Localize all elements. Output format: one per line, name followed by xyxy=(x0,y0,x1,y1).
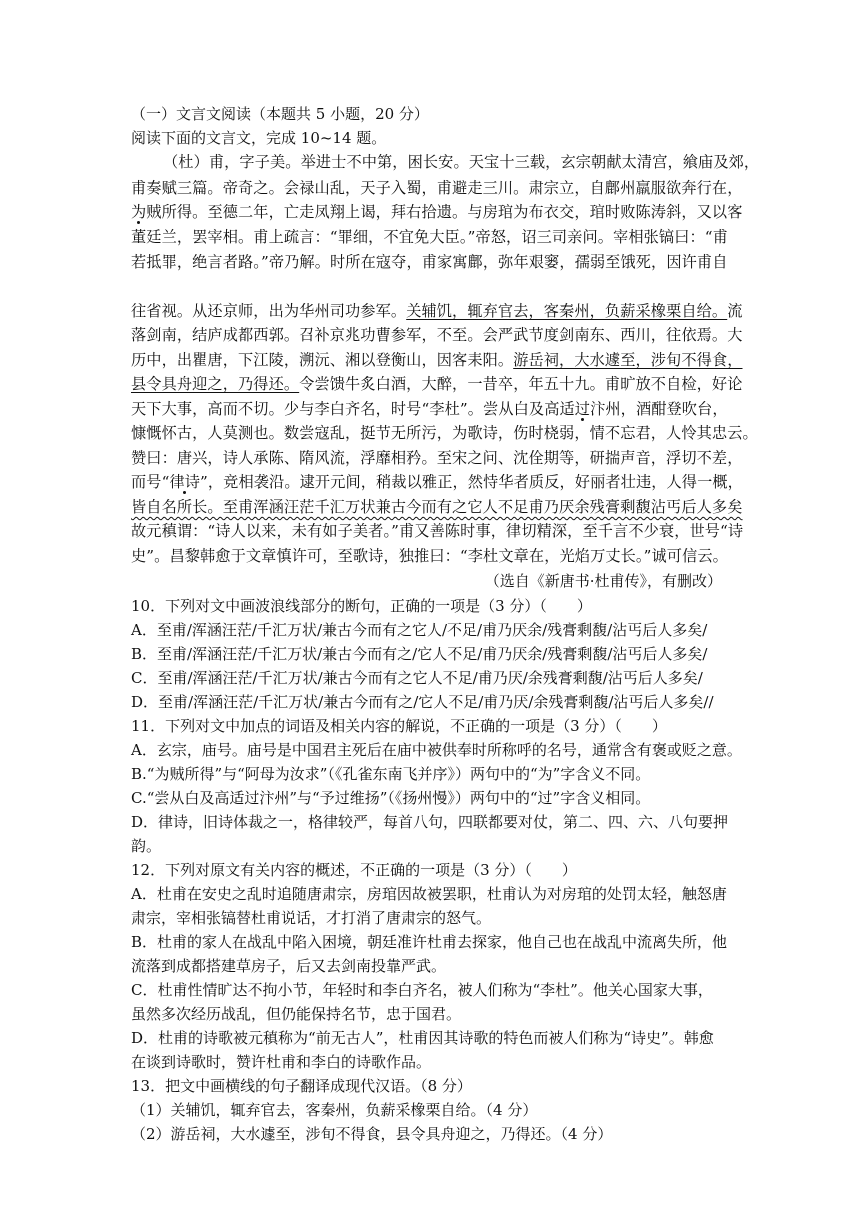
option-d-cont: 在谈到诗歌时，赞许杜甫和李白的诗歌作品。 xyxy=(131,1053,432,1071)
option-a: A．玄宗，庙号。庙号是中国君主死后在庙中被供奉时所称呼的名号，通常含有褒或贬之意。 xyxy=(131,741,742,759)
passage-line: 落剑南，结庐成都西郭。召补京兆功曹参军，不至。会严武节度剑南东、西川，往依焉。大 xyxy=(131,326,743,344)
passage-text: 历中，出瞿唐，下江陵，溯沅、湘以登衡山，因客耒阳。 xyxy=(131,351,514,369)
underlined-sentence-2-cont: 县令具舟迎之，乃得还。 xyxy=(131,375,300,393)
passage-line xyxy=(131,398,728,420)
option-c-cont: 虽然多次经历战乱，但仍能保持名节，忠于国君。 xyxy=(131,1005,462,1023)
option-d: D．至甫/浑涵汪茫/千汇万状/兼古今而有之/它人不足/甫乃厌/余残膏剩馥/沾丐后人多矣// xyxy=(131,693,714,711)
dotted-word-wei: 为 xyxy=(131,203,147,221)
option-b: B.“为贼所得”与“阿母为汝求”（《孔雀东南飞并序》）两句中的“为”字含义不同。 xyxy=(131,765,651,783)
passage-text: ”，竞相袭沿。逮开元间，稍裁以雅正，然恃华者质反，好丽者壮违，人得一概， xyxy=(200,473,743,491)
passage-line: 史”。昌黎韩愈于文章慎许可，至歌诗，独推曰：“李杜文章在，光焰万丈长。”诚可信云。 xyxy=(131,547,728,565)
option-d-cont: 韵。 xyxy=(131,837,162,855)
translate-sentence-1: （1）关辅饥，辄弃官去，客秦州，负薪采橡栗自给。（4 分） xyxy=(131,1101,538,1119)
dotted-word-guo: 过 xyxy=(574,400,591,418)
passage-line xyxy=(131,471,743,493)
passage-text: 而号“ xyxy=(131,473,170,491)
instruction: 阅读下面的文言文，完成 10~14 题。 xyxy=(131,129,387,147)
section-header: （一）文言文阅读（本题共 5 小题，20 分） xyxy=(131,105,429,123)
passage-line xyxy=(131,349,743,371)
option-b-cont: 流落到成都搭建草房子，后又去剑南投靠严武。 xyxy=(131,957,447,975)
question-stem: 10．下列对文中画波浪线部分的断句，正确的一项是（3 分）（ ） xyxy=(131,597,592,615)
passage-source: （选自《新唐书·杜甫传》，有删改） xyxy=(484,572,722,590)
passage-line: 甫奏赋三篇。帝奇之。会禄山乱，天子入蜀，甫避走三川。肃宗立，自鄜州羸服欲奔行在， xyxy=(131,179,743,197)
passage-text: 贼所得。至德二年，亡走凤翔上谒，拜右拾遗。与房琯为布衣交，琯时败陈涛斜，又以客 xyxy=(146,203,743,221)
option-d: D．律诗，旧诗体裁之一，格律较严，每首八句，四联都要对仗，第二、四、六、八句要押 xyxy=(131,813,729,831)
option-c: C.“尝从白及高适过汴州”与“予过维扬”（《扬州慢》）两句中的“过”字含义相同。 xyxy=(131,789,651,807)
passage-line: 若抵罪，绝言者路。”帝乃解。时所在寇夺，甫家寓鄜，弥年艰窭，孺弱至饿死，因许甫自 xyxy=(131,253,728,271)
passage-text: 往省视。从还京师，出为华州司功参军。 xyxy=(131,302,407,320)
underlined-sentence-2: 游岳祠，大水遽至，涉旬不得食， xyxy=(513,351,743,369)
option-d: D．杜甫的诗歌被元稹称为“前无古人”，杜甫因其诗歌的特色而被人们称为“诗史”。韩愈 xyxy=(131,1029,714,1047)
passage-line: 赞曰：唐兴，诗人承陈、隋风流，浮靡相矜。至宋之问、沈佺期等，研揣声音，浮切不差， xyxy=(131,449,743,467)
passage-line: 董廷兰，罢宰相。甫上疏言：“罪细，不宜免大臣。”帝怒，诏三司亲问。宰相张镐曰：“甫 xyxy=(131,228,728,246)
wavy-underlined-passage: 皆自名所长。至甫浑涵汪茫千汇万状兼古今而有之它人不足甫乃厌余残膏剩馥沾丐后人多矣 xyxy=(131,498,743,516)
passage-text: 令尝馈牛炙白酒，大醉，一昔卒，年五十九。甫旷放不自检，好论 xyxy=(299,375,743,393)
passage-line: 故元稹谓：“诗人以来，未有如子美者。”甫又善陈时事，律切精深，至千言不少衰，世号“诗 xyxy=(131,522,744,540)
option-a-cont: 肃宗，宰相张镐替杜甫说话，才打消了唐肃宗的怒气。 xyxy=(131,909,492,927)
question-stem: 11．下列对文中加点的词语及相关内容的解说，不正确的一项是（3 分）（ ） xyxy=(131,717,667,735)
option-a: A．至甫/浑涵汪茫/千汇万状/兼古今而有之它人/不足/甫乃厌余/残膏剩馥/沾丐后人多矣/ xyxy=(131,621,708,639)
passage-line: （杜）甫，字子美。举进士不中第，困长安。天宝十三载，玄宗朝献太清宫，飨庙及郊， xyxy=(163,153,760,171)
question-stem: 13．把文中画横线的句子翻译成现代汉语。（8 分） xyxy=(131,1077,472,1095)
passage-line: 慷慨怀古，人莫测也。数尝寇乱，挺节无所污，为歌诗，伤时桡弱，情不忘君，人怜其忠云。 xyxy=(131,424,758,442)
passage-line xyxy=(131,496,743,518)
passage-line xyxy=(131,300,743,322)
passage-text: 汴州，酒酣登吹台， xyxy=(590,400,728,418)
option-c: C．至甫/浑涵汪茫/千汇万状/兼古今而有之它人不足/甫乃厌/余残膏剩馥/沾丐后人多矣/ xyxy=(131,669,703,687)
option-a: A．杜甫在安史之乱时追随唐肃宗，房琯因故被罢职，杜甫认为对房琯的处罚太轻，触怒唐 xyxy=(131,885,727,903)
option-b: B．杜甫的家人在战乱中陷入困境，朝廷准许杜甫去探家，他自己也在战乱中流离失所，他 xyxy=(131,933,728,951)
passage-text: 流 xyxy=(727,302,743,320)
passage-text: 天下大事，高而不切。少与李白齐名，时号“李杜”。尝从白及高适 xyxy=(131,400,575,418)
question-stem: 12．下列对原文有关内容的概述，不正确的一项是（3 分）（ ） xyxy=(131,861,577,879)
translate-sentence-2: （2）游岳祠，大水遽至，涉旬不得食，县令具舟迎之，乃得还。（4 分） xyxy=(131,1125,613,1143)
passage-line xyxy=(131,201,743,223)
dotted-word-lvshi: 律诗 xyxy=(169,473,201,491)
underlined-sentence-1: 关辅饥，辄弃官去，客秦州，负薪采橡栗自给。 xyxy=(406,302,728,320)
option-c: C．杜甫性情旷达不拘小节，年轻时和李白齐名，被人们称为“李杜”。他关心国家大事， xyxy=(131,981,713,999)
option-b: B．至甫/浑涵汪茫/千汇万状/兼古今而有之/它人不足/甫乃厌余/残膏剩馥/沾丐后人多矣/ xyxy=(131,645,708,663)
passage-line xyxy=(131,373,743,395)
